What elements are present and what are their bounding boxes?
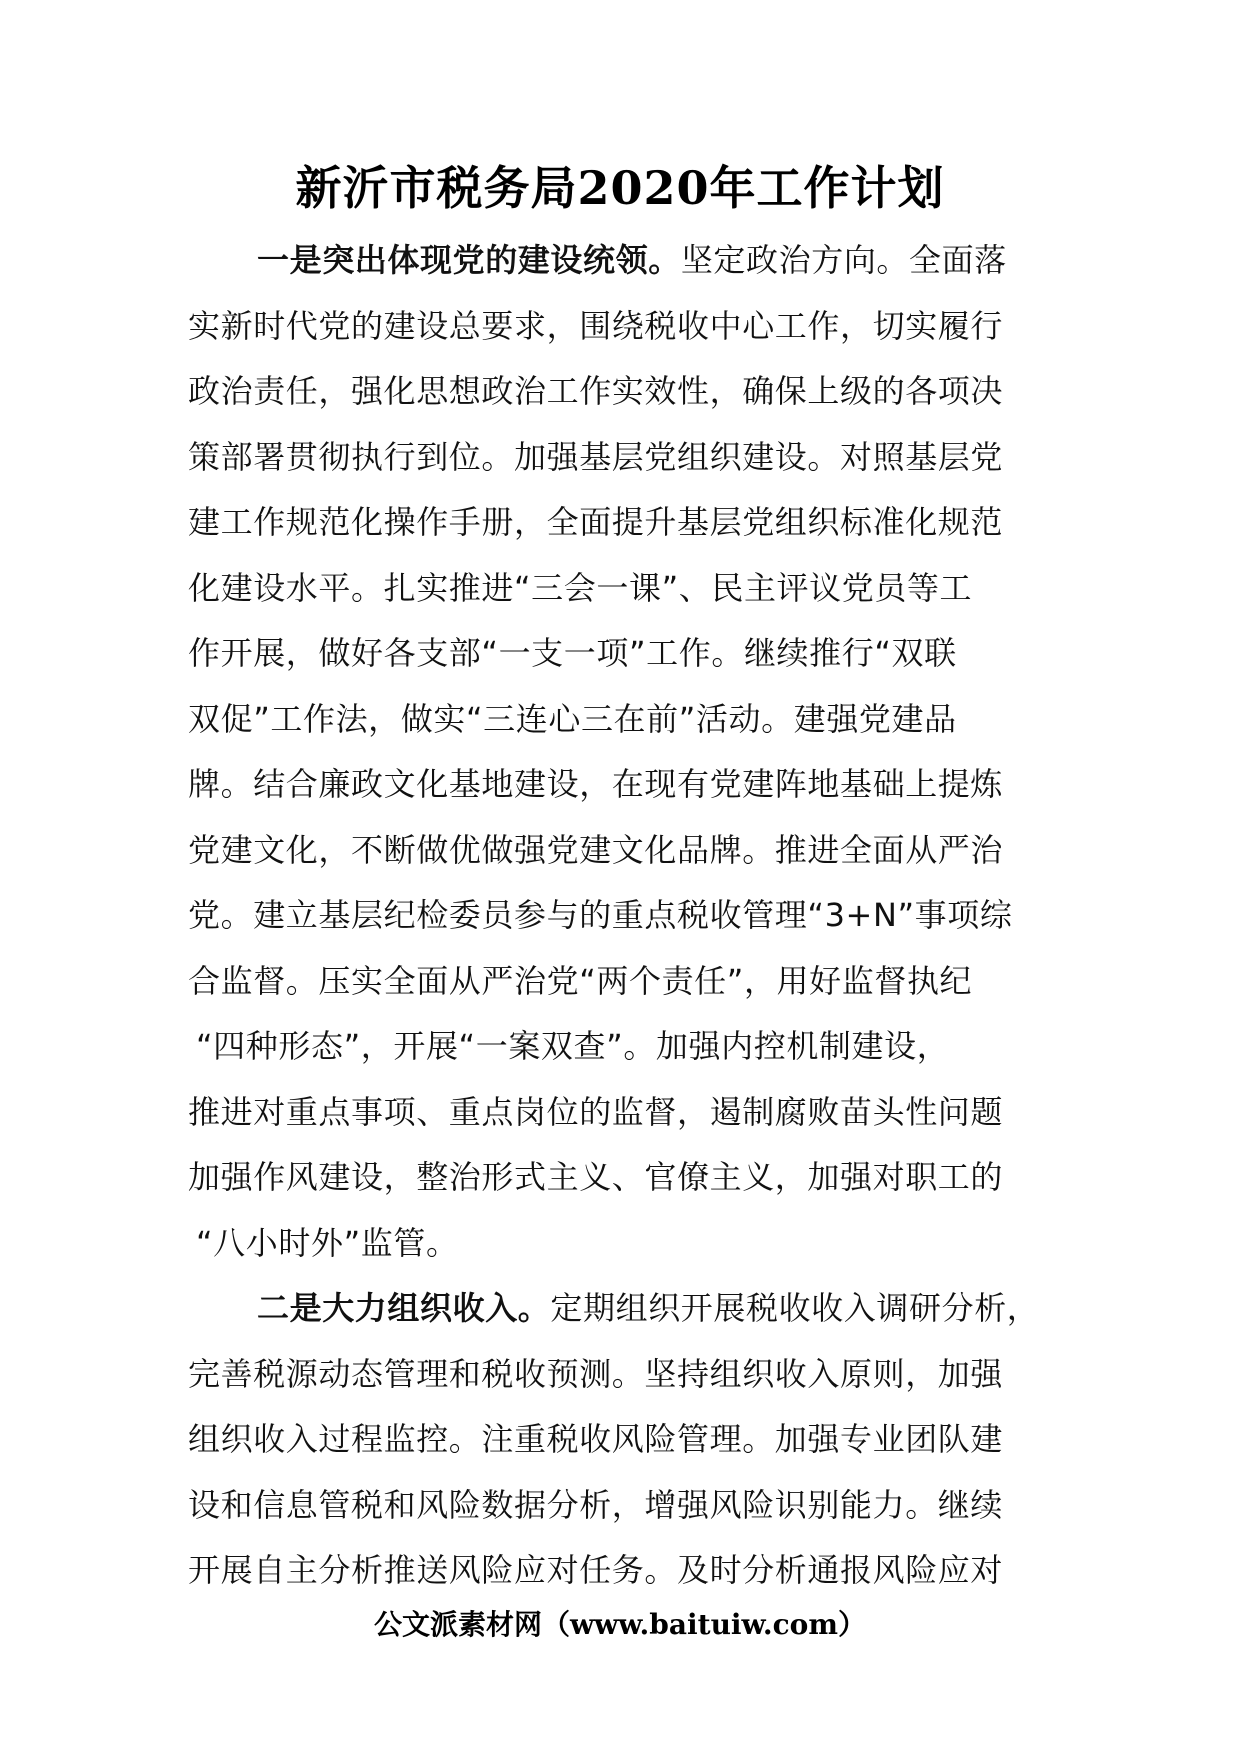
paragraph-line: 党建文化，不断做优做强党建文化品牌。推进全面从严治 bbox=[188, 830, 1004, 869]
paragraph-line: 牌。结合廉政文化基地建设，在现有党建阵地基础上提炼 bbox=[188, 765, 1004, 803]
section-1-paragraph bbox=[188, 228, 1068, 1276]
paragraph-line: 组织收入过程监控。注重税收风险管理。加强专业团队建 bbox=[188, 1420, 1004, 1458]
paragraph-line-text: 定期组织开展税收收入调研分析， bbox=[550, 1289, 1040, 1327]
document-title: 新沂市税务局2020年工作计划 bbox=[295, 161, 945, 215]
paragraph-line: “八小时外”监管。 bbox=[196, 1223, 459, 1262]
paragraph-line: 作开展，做好各支部“一支一项”工作。继续推行“双联 bbox=[188, 634, 957, 672]
paragraph-line bbox=[188, 1276, 1068, 1342]
paragraph-line: 完善税源动态管理和税收预测。坚持组织收入原则，加强 bbox=[188, 1354, 1004, 1393]
section-2-paragraph bbox=[188, 1276, 1068, 1604]
paragraph-line bbox=[188, 228, 1068, 294]
paragraph-line-text: 坚定政治方向。全面落 bbox=[680, 241, 1007, 279]
section-2-lead: 二是大力组织收入。 bbox=[257, 1289, 551, 1327]
paragraph-line: 化建设水平。扎实推进“三会一课”、民主评议党员等工 bbox=[188, 568, 973, 607]
paragraph-line: “四种形态”，开展“一案双查”。加强内控机制建设， bbox=[196, 1027, 950, 1065]
paragraph-line: 推进对重点事项、重点岗位的监督，遏制腐败苗头性问题 bbox=[188, 1092, 1004, 1131]
paragraph-line: 党。建立基层纪检委员参与的重点税收管理“3+N”事项综 bbox=[188, 896, 1013, 934]
paragraph-line: 设和信息管税和风险数据分析，增强风险识别能力。继续 bbox=[188, 1485, 1004, 1524]
paragraph-line: 合监督。压实全面从严治党“两个责任”，用好监督执纪 bbox=[188, 961, 973, 1000]
paragraph-line: 开展自主分析推送风险应对任务。及时分析通报风险应对 bbox=[188, 1551, 1004, 1589]
section-1-lead: 一是突出体现党的建设统领。 bbox=[257, 241, 681, 279]
paragraph-line: 建工作规范化操作手册，全面提升基层党组织标准化规范 bbox=[188, 503, 1004, 541]
paragraph-line: 加强作风建设，整治形式主义、官僚主义，加强对职工的 bbox=[188, 1158, 1004, 1196]
paragraph-line: 双促”工作法，做实“三连心三在前”活动。建强党建品 bbox=[188, 699, 957, 738]
footer-source: 公文派素材网（www.baituiw.com） bbox=[374, 1608, 866, 1641]
paragraph-line: 实新时代党的建设总要求，围绕税收中心工作，切实履行 bbox=[188, 306, 1004, 345]
paragraph-line: 政治责任，强化思想政治工作实效性，确保上级的各项决 bbox=[188, 372, 1004, 410]
paragraph-line: 策部署贯彻执行到位。加强基层党组织建设。对照基层党 bbox=[188, 437, 1004, 476]
